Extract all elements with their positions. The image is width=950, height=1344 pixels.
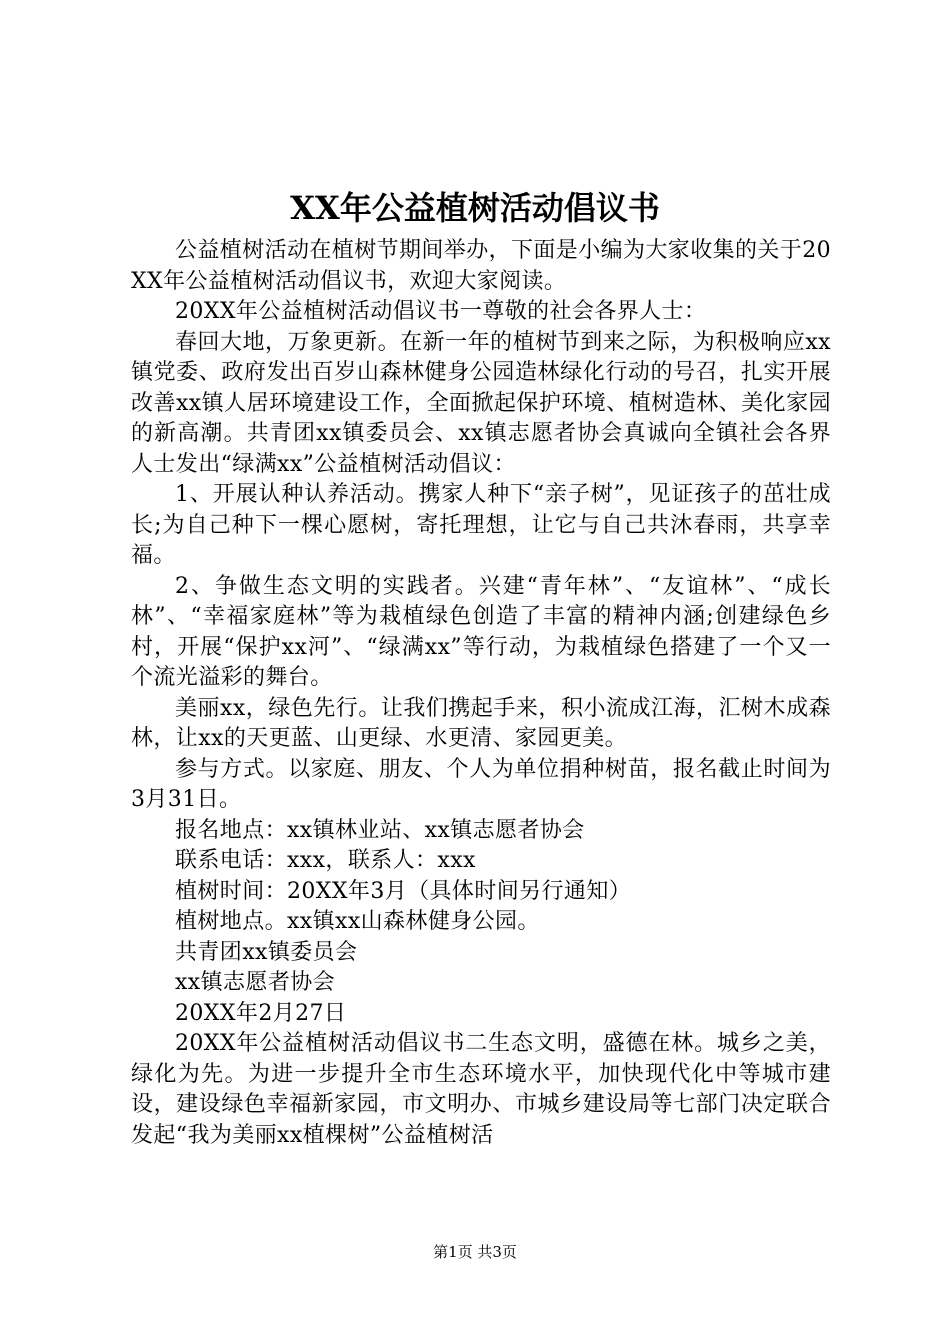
paragraph-registration-place: 报名地点：xx镇林业站、xx镇志愿者协会 — [175, 817, 585, 843]
document-title: XX年公益植树活动倡议书 — [290, 189, 660, 227]
page-footer: 第1页 共3页 — [433, 1243, 517, 1261]
paragraph-intro: 公益植树活动在植树节期间举办，下面是小编为大家收集的关于20XX年公益植树活动倡议书，欢迎大家阅读。 — [131, 238, 831, 294]
paragraph-signature-date: 20XX年2月27日 — [175, 1000, 347, 1026]
paragraph-planting-place: 植树地点。xx镇xx山森林健身公园。 — [175, 909, 540, 934]
paragraph-salutation: 20XX年公益植树活动倡议书一尊敬的社会各界人士： — [175, 299, 707, 324]
paragraph-signature-org-1: 共青团xx镇委员会 — [175, 939, 358, 965]
paragraph-item-2: 2、争做生态文明的实践者。兴建“青年林”、“友谊林”、“成长林”、“幸福家庭林”等为栽植绿色创造了丰富的精神内涵;创建绿色乡村，开展“保护xx河”、“绿满xx”等行动，为栽植绿色搭建了一个又一个流光溢彩的舞台。 — [131, 573, 831, 690]
paragraph-call-to-action: 美丽xx，绿色先行。让我们携起手来，积小流成江海，汇树木成森林，让xx的天更蓝、山更绿、水更清、家园更美。 — [131, 695, 831, 751]
paragraph-opening: 春回大地，万象更新。在新一年的植树节到来之际，为积极响应xx镇党委、政府发出百岁山森林健身公园造林绿化行动的号召，扎实开展改善xx镇人居环境建设工作，全面掀起保护环境、植树造林、美化家园的新高潮。共青团xx镇委员会、xx镇志愿者协会真诚向全镇社会各界人士发出“绿满xx”公益植树活动倡议： — [131, 329, 831, 477]
document-body — [131, 236, 831, 1151]
paragraph-item-1: 1、开展认种认养活动。携家人种下“亲子树”，见证孩子的茁壮成长;为自己种下一棵心愿树，寄托理想，让它与自己共沐春雨，共享幸福。 — [131, 482, 831, 568]
paragraph-second-letter: 20XX年公益植树活动倡议书二生态文明，盛德在林。城乡之美，绿化为先。为进一步提升全市生态环境水平，加快现代化中等城市建设，建设绿色幸福新家园，市文明办、市城乡建设局等七部门决定联合发起“我为美丽xx植棵树”公益植树活 — [131, 1031, 831, 1148]
paragraph-contact: 联系电话：xxx，联系人：xxx — [175, 848, 476, 873]
paragraph-participation: 参与方式。以家庭、朋友、个人为单位捐种树苗，报名截止时间为3月31日。 — [131, 756, 831, 812]
paragraph-signature-org-2: xx镇志愿者协会 — [175, 970, 336, 995]
paragraph-planting-time: 植树时间：20XX年3月（具体时间另行通知） — [175, 878, 632, 904]
